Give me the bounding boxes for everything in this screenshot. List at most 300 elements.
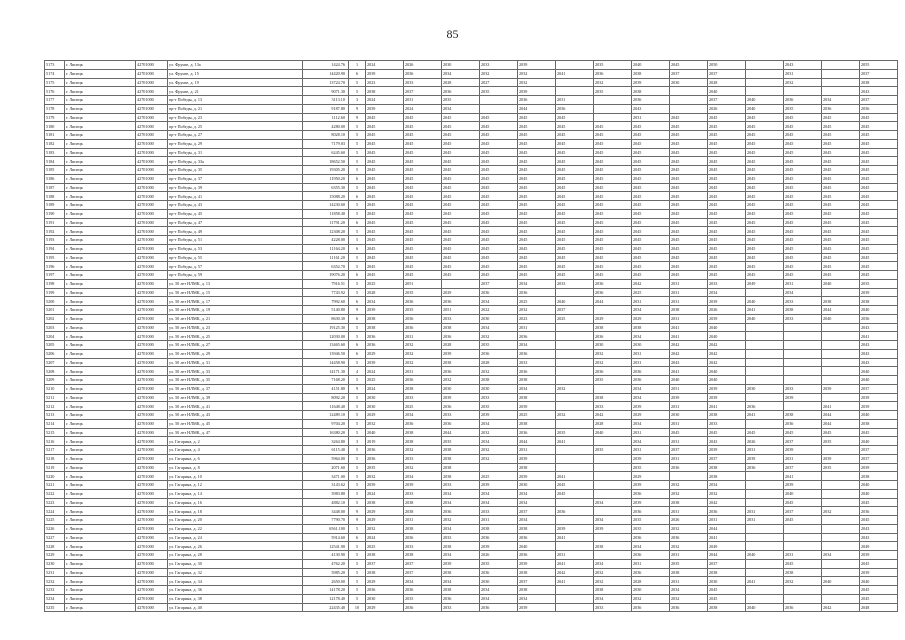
table-cell: 2036 <box>594 69 632 78</box>
table-cell: 2045 <box>366 201 404 210</box>
table-row <box>45 411 898 420</box>
table-cell: г. Липецк <box>65 472 136 481</box>
table-cell: 2034 <box>518 498 556 507</box>
table-cell: 5 <box>349 594 366 603</box>
table-cell: 2042 <box>708 341 746 350</box>
table-row <box>45 297 898 306</box>
table-cell: ул. 50 лет НЛМК, д. 35 <box>168 376 303 385</box>
table-cell: 2045 <box>822 122 860 131</box>
table-row <box>45 419 898 428</box>
table-cell: 2035 <box>480 87 518 96</box>
table-cell: 2038 <box>708 568 746 577</box>
table-cell: 2045 <box>670 148 708 157</box>
table-cell: 7790.70 <box>303 516 349 525</box>
table-cell <box>746 69 784 78</box>
table-cell: 5 <box>349 183 366 192</box>
table-cell <box>822 489 860 498</box>
table-cell: 6 <box>349 297 366 306</box>
table-cell: 2038 <box>632 323 670 332</box>
table-cell: 2039 <box>442 559 480 568</box>
table-row <box>45 174 898 183</box>
table-cell: г. Липецк <box>65 323 136 332</box>
table-cell <box>594 384 632 393</box>
table-cell: г. Липецк <box>65 542 136 551</box>
table-cell: 2033 <box>784 384 822 393</box>
table-cell: 5 <box>349 446 366 455</box>
table-cell: 2034 <box>442 577 480 586</box>
table-cell: 2045 <box>860 271 898 280</box>
table-cell: 2041 <box>860 332 898 341</box>
table-cell: 42701000 <box>136 113 168 122</box>
table-cell: 2044 <box>822 419 860 428</box>
table-cell: ул. Гагарина, д. 22 <box>168 524 303 533</box>
table-cell: 2045 <box>632 148 670 157</box>
table-cell: 2040 <box>746 314 784 323</box>
table-cell: 3 <box>349 96 366 105</box>
table-cell: 2045 <box>366 157 404 166</box>
table-cell: г. Липецк <box>65 568 136 577</box>
table-cell: 12308.20 <box>303 227 349 236</box>
table-cell: 2045 <box>632 218 670 227</box>
table-cell: 2045 <box>784 166 822 175</box>
table-cell: 2040 <box>860 481 898 490</box>
table-cell: 2034 <box>594 516 632 525</box>
table-cell: 2025 <box>518 411 556 420</box>
table-row <box>45 341 898 350</box>
table-cell: 42701000 <box>136 218 168 227</box>
table-cell: 2032 <box>784 577 822 586</box>
table-cell: 6 <box>349 174 366 183</box>
table-cell: 5 <box>349 498 366 507</box>
table-cell: 2031 <box>670 507 708 516</box>
table-cell: 2038 <box>594 542 632 551</box>
table-cell: 2045 <box>480 166 518 175</box>
table-cell: 2037 <box>480 279 518 288</box>
table-cell: 2045 <box>632 131 670 140</box>
table-cell: 2039 <box>860 463 898 472</box>
table-cell: 2045 <box>366 122 404 131</box>
table-cell: 2038 <box>784 411 822 420</box>
table-cell: 5 <box>349 78 366 87</box>
table-row <box>45 96 898 105</box>
table-cell: 2045 <box>366 262 404 271</box>
table-cell: 2036 <box>632 507 670 516</box>
table-cell: ул. Гагарина, д. 34 <box>168 577 303 586</box>
table-cell: 2045 <box>746 113 784 122</box>
table-cell: 2045 <box>670 262 708 271</box>
table-cell: 2037 <box>404 559 442 568</box>
table-cell: 5 <box>349 428 366 437</box>
table-cell: 2040 <box>708 87 746 96</box>
table-cell: 2035 <box>442 96 480 105</box>
table-cell: 2045 <box>442 236 480 245</box>
table-cell: 2045 <box>556 218 594 227</box>
table-cell: 2045 <box>518 271 556 280</box>
table-cell: 2045 <box>518 192 556 201</box>
table-cell <box>594 437 632 446</box>
table-cell: 2039 <box>860 402 898 411</box>
table-cell: 2045 <box>860 428 898 437</box>
table-cell: 2045 <box>594 139 632 148</box>
table-cell: 2045 <box>632 244 670 253</box>
table-row <box>45 498 898 507</box>
table-cell: 2031 <box>632 358 670 367</box>
table-cell <box>594 533 632 542</box>
table-cell: 2039 <box>708 314 746 323</box>
table-cell: 2049 <box>860 542 898 551</box>
table-cell: 1112.60 <box>303 113 349 122</box>
table-cell <box>670 96 708 105</box>
table-cell: 2045 <box>746 183 784 192</box>
table-cell: 5 <box>349 411 366 420</box>
table-cell: г. Липецк <box>65 498 136 507</box>
table-cell: 2036 <box>404 586 442 595</box>
table-cell: 2045 <box>404 236 442 245</box>
table-cell: 2034 <box>518 384 556 393</box>
table-cell: 42701000 <box>136 507 168 516</box>
table-cell: 2029 <box>366 507 404 516</box>
table-cell: 42701000 <box>136 411 168 420</box>
table-cell: 2045 <box>518 148 556 157</box>
table-cell <box>746 559 784 568</box>
table-cell: 2032 <box>442 376 480 385</box>
table-row <box>45 218 898 227</box>
table-cell: 2045 <box>784 192 822 201</box>
table-cell: 2045 <box>480 174 518 183</box>
table-cell: 2037 <box>708 96 746 105</box>
table-cell: 2048 <box>860 603 898 612</box>
table-cell: 2029 <box>632 411 670 420</box>
table-cell: 2028 <box>594 419 632 428</box>
table-cell: г. Липецк <box>65 419 136 428</box>
table-cell: г. Липецк <box>65 139 136 148</box>
table-cell: 2024 <box>366 533 404 542</box>
table-cell: ул. Гагарина, д. 28 <box>168 551 303 560</box>
table-cell: 2045 <box>556 271 594 280</box>
table-cell: 2045 <box>860 498 898 507</box>
table-cell: 2045 <box>670 201 708 210</box>
table-cell: 42701000 <box>136 568 168 577</box>
table-row <box>45 577 898 586</box>
table-cell: ул. Гагарина, д. 20 <box>168 516 303 525</box>
table-cell: ул. 50 лет НЛМК, д. 27 <box>168 341 303 350</box>
table-cell: г. Липецк <box>65 393 136 402</box>
table-cell: 2045 <box>784 236 822 245</box>
table-cell: 5200 <box>45 297 65 306</box>
table-cell: 2035 <box>480 341 518 350</box>
table-cell: 42701000 <box>136 166 168 175</box>
table-cell: 5 <box>349 586 366 595</box>
table-cell: 2041 <box>556 472 594 481</box>
table-row <box>45 603 898 612</box>
table-cell: 2039 <box>822 384 860 393</box>
table-cell: ул. Гагарина, д. 40 <box>168 603 303 612</box>
table-cell: 11164.20 <box>303 244 349 253</box>
table-cell: 5 <box>349 402 366 411</box>
table-cell: 2031 <box>670 402 708 411</box>
table-cell: 2034 <box>480 297 518 306</box>
table-cell: 2045 <box>556 122 594 131</box>
table-cell: ул. 50 лет НЛМК, д. 23 <box>168 323 303 332</box>
table-cell <box>670 472 708 481</box>
table-cell: 2650.00 <box>303 577 349 586</box>
table-cell: 2040 <box>670 376 708 385</box>
table-cell: 2045 <box>442 201 480 210</box>
table-cell <box>556 87 594 96</box>
table-cell: 6115.40 <box>303 446 349 455</box>
table-cell: 2036 <box>784 419 822 428</box>
table-cell: г. Липецк <box>65 507 136 516</box>
table-cell <box>746 472 784 481</box>
table-cell <box>556 367 594 376</box>
table-cell: 2036 <box>404 69 442 78</box>
table-cell: ул. Гагарина, д. 8 <box>168 463 303 472</box>
table-cell: 5 <box>349 551 366 560</box>
table-cell: 2038 <box>632 87 670 96</box>
table-cell: 2039 <box>518 61 556 70</box>
table-cell: 2034 <box>480 489 518 498</box>
table-cell: 2045 <box>480 271 518 280</box>
table-cell: 2032 <box>708 489 746 498</box>
table-cell: 2040 <box>822 314 860 323</box>
table-cell: 2039 <box>556 524 594 533</box>
table-cell: 2045 <box>708 271 746 280</box>
table-cell: пр-т Победы, д. 59 <box>168 271 303 280</box>
table-row <box>45 253 898 262</box>
table-cell: 2045 <box>556 209 594 218</box>
table-cell: 2028 <box>480 358 518 367</box>
table-cell: 2042 <box>594 411 632 420</box>
table-cell: 5214 <box>45 419 65 428</box>
table-cell: 2045 <box>480 201 518 210</box>
table-cell: 5140.80 <box>303 306 349 315</box>
table-cell: 2031 <box>670 437 708 446</box>
table-cell: 2030 <box>518 481 556 490</box>
table-cell: 2045 <box>594 244 632 253</box>
table-cell: 42701000 <box>136 437 168 446</box>
table-cell: 2045 <box>708 594 746 603</box>
table-cell: 42701000 <box>136 341 168 350</box>
table-cell: 2045 <box>442 218 480 227</box>
table-cell: 2040 <box>822 577 860 586</box>
table-cell: 2034 <box>708 481 746 490</box>
table-cell: 2045 <box>708 148 746 157</box>
table-cell: 2038 <box>670 498 708 507</box>
table-cell: 5233 <box>45 586 65 595</box>
table-cell: 2032 <box>404 358 442 367</box>
table-cell: 2035 <box>556 428 594 437</box>
table-row <box>45 87 898 96</box>
table-cell: 2045 <box>442 227 480 236</box>
table-cell: 2043 <box>708 437 746 446</box>
table-cell: 2036 <box>556 507 594 516</box>
table-cell: 5223 <box>45 498 65 507</box>
table-cell: 2045 <box>518 157 556 166</box>
table-cell: 5231 <box>45 568 65 577</box>
table-cell: 2029 <box>632 472 670 481</box>
table-cell: 2032 <box>556 411 594 420</box>
table-cell: 2045 <box>556 481 594 490</box>
table-cell: 2036 <box>480 603 518 612</box>
table-cell: г. Липецк <box>65 69 136 78</box>
table-cell: 5197 <box>45 271 65 280</box>
table-cell: 4130.90 <box>303 551 349 560</box>
table-cell: 2038 <box>366 87 404 96</box>
table-cell: 2037 <box>708 69 746 78</box>
table-cell: 2045 <box>708 139 746 148</box>
table-cell: 2045 <box>442 122 480 131</box>
table-cell: 2041 <box>556 577 594 586</box>
table-cell: 2045 <box>822 113 860 122</box>
table-cell: 2038 <box>860 419 898 428</box>
table-cell: 2041 <box>556 437 594 446</box>
table-cell: 2036 <box>442 402 480 411</box>
table-cell: 2032 <box>404 463 442 472</box>
table-cell: 2036 <box>518 551 556 560</box>
table-cell: 2025 <box>518 297 556 306</box>
table-cell: 2032 <box>480 332 518 341</box>
table-row <box>45 349 898 358</box>
table-cell: 2031 <box>518 446 556 455</box>
table-cell <box>556 516 594 525</box>
table-cell: 2032 <box>404 341 442 350</box>
table-cell: 12178.40 <box>303 594 349 603</box>
table-cell: 2030 <box>632 586 670 595</box>
table-cell: 2031 <box>404 516 442 525</box>
table-cell: 2037 <box>784 463 822 472</box>
table-row <box>45 244 898 253</box>
table-cell <box>784 376 822 385</box>
table-cell: 2045 <box>594 166 632 175</box>
table-cell: 2045 <box>366 244 404 253</box>
table-cell: 2029 <box>366 349 404 358</box>
table-cell: 5 <box>349 209 366 218</box>
table-cell: 2036 <box>518 533 556 542</box>
table-cell: 2045 <box>480 183 518 192</box>
table-cell: 7179.03 <box>303 139 349 148</box>
table-cell: 42701000 <box>136 148 168 157</box>
table-cell: 2035 <box>822 463 860 472</box>
table-cell: 5 <box>349 393 366 402</box>
table-cell: 2032 <box>594 568 632 577</box>
table-cell: 2030 <box>670 411 708 420</box>
table-cell: г. Липецк <box>65 96 136 105</box>
table-cell <box>746 524 784 533</box>
table-cell: 2044 <box>594 297 632 306</box>
table-cell <box>556 454 594 463</box>
table-cell: ул. Гагарина, д. 32 <box>168 568 303 577</box>
table-cell: 2039 <box>518 87 556 96</box>
table-cell <box>670 87 708 96</box>
table-cell <box>746 542 784 551</box>
table-cell: 2045 <box>746 157 784 166</box>
table-cell: 2031 <box>784 454 822 463</box>
table-cell: 42701000 <box>136 122 168 131</box>
table-cell: 19076.20 <box>303 271 349 280</box>
table-cell: 2045 <box>632 236 670 245</box>
table-cell: 42701000 <box>136 306 168 315</box>
table-cell: 2043 <box>860 524 898 533</box>
table-row <box>45 594 898 603</box>
table-cell: 2039 <box>784 481 822 490</box>
table-cell: 2028 <box>708 78 746 87</box>
table-row <box>45 481 898 490</box>
table-cell: 42701000 <box>136 603 168 612</box>
table-cell: 2032 <box>480 69 518 78</box>
table-cell: 5210 <box>45 384 65 393</box>
table-cell: 2026 <box>670 516 708 525</box>
table-cell: ул. Гагарина, д. 12 <box>168 481 303 490</box>
table-cell: 2044 <box>708 524 746 533</box>
table-cell: 2045 <box>746 201 784 210</box>
table-cell: 12030.00 <box>303 332 349 341</box>
table-row <box>45 113 898 122</box>
table-cell: 2045 <box>518 139 556 148</box>
table-cell: 2038 <box>404 437 442 446</box>
table-cell: 2045 <box>632 262 670 271</box>
table-cell: 42701000 <box>136 104 168 113</box>
table-cell: 2032 <box>480 446 518 455</box>
table-cell: 2045 <box>784 227 822 236</box>
table-cell: ул. Гагарина, д. 14 <box>168 489 303 498</box>
table-cell: 2039 <box>518 603 556 612</box>
table-cell: 2045 <box>708 209 746 218</box>
table-cell: 2036 <box>366 341 404 350</box>
table-cell: 2039 <box>708 393 746 402</box>
table-cell: г. Липецк <box>65 113 136 122</box>
table-cell: 2045 <box>556 157 594 166</box>
table-cell: 2043 <box>784 61 822 70</box>
table-cell: 2030 <box>670 78 708 87</box>
table-cell: ул. Фрунзе, д. 21 <box>168 87 303 96</box>
table-cell: 2045 <box>594 271 632 280</box>
table-cell: 2045 <box>784 428 822 437</box>
table-cell: 2036 <box>594 279 632 288</box>
table-cell: 2045 <box>518 131 556 140</box>
table-row <box>45 236 898 245</box>
table-cell: г. Липецк <box>65 384 136 393</box>
table-cell: 5964.00 <box>303 454 349 463</box>
table-cell: 2045 <box>442 183 480 192</box>
table-cell: 2035 <box>632 524 670 533</box>
table-cell: г. Липецк <box>65 288 136 297</box>
table-cell: 2045 <box>708 218 746 227</box>
table-cell: 2045 <box>670 139 708 148</box>
table-cell: 2039 <box>366 69 404 78</box>
table-cell: 5235 <box>45 603 65 612</box>
table-cell: ул. Фрунзе, д. 13а <box>168 61 303 70</box>
table-cell <box>556 288 594 297</box>
table-row <box>45 61 898 70</box>
table-cell: 2045 <box>860 201 898 210</box>
table-cell: 2051 <box>670 384 708 393</box>
table-cell: 2025 <box>404 402 442 411</box>
table-cell: 2045 <box>366 271 404 280</box>
table-cell: 2031 <box>632 428 670 437</box>
table-cell: 2039 <box>518 454 556 463</box>
table-cell: 5227 <box>45 533 65 542</box>
table-row <box>45 516 898 525</box>
table-cell: 2045 <box>556 192 594 201</box>
table-cell: 2050 <box>708 61 746 70</box>
table-cell: 2035 <box>404 594 442 603</box>
table-cell: пр-т Победы, д. 53 <box>168 244 303 253</box>
table-cell: 2041 <box>784 472 822 481</box>
table-cell: 2045 <box>708 262 746 271</box>
table-cell: 2044 <box>822 411 860 420</box>
table-cell: пр-т Победы, д. 13 <box>168 96 303 105</box>
table-cell: 2038 <box>594 586 632 595</box>
